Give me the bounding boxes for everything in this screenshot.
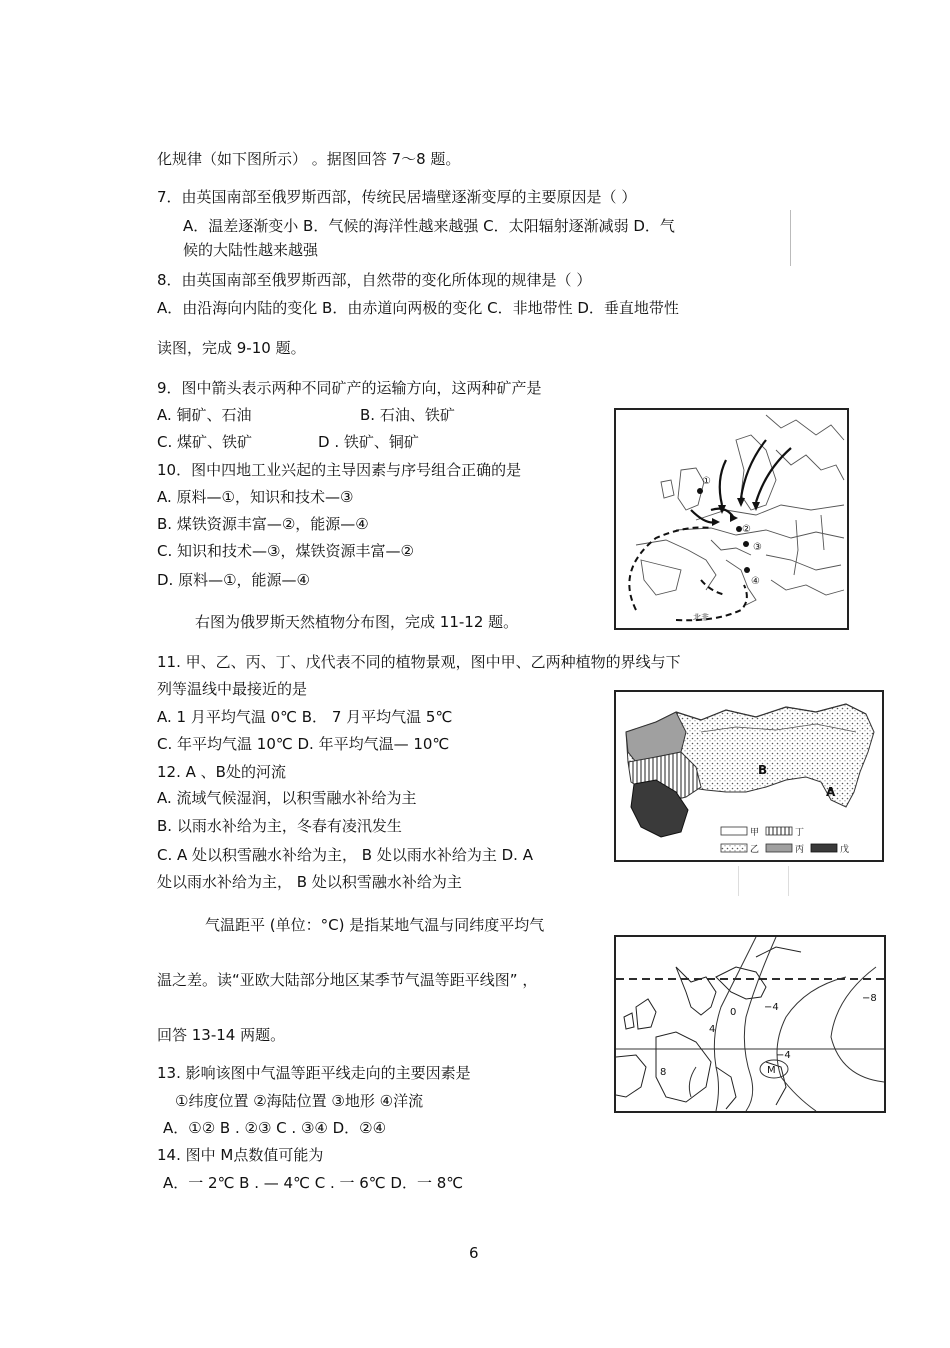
intro-q9-10: 读图，完成 9-10 题。 (157, 339, 306, 357)
intro-q11-12: 右图为俄罗斯天然植物分布图，完成 11-12 题。 (195, 613, 519, 631)
q9-option-c: C. 煤矿、铁矿 (157, 433, 253, 451)
q8-stem: 8．由英国南部至俄罗斯西部，自然带的变化所体现的规律是（ ） (157, 271, 592, 289)
divider-line (788, 866, 789, 896)
isoline-label-neg4-b: −4 (776, 1050, 791, 1061)
q14-options: A．一 2℃ B . — 4℃ C . 一 6℃ D．一 8℃ (163, 1174, 464, 1192)
q13-factors: ①纬度位置 ②海陆位置 ③地形 ④洋流 (175, 1092, 424, 1110)
divider-line (738, 866, 739, 896)
legend-wu: 戊 (840, 845, 850, 855)
q9-stem: 9．图中箭头表示两种不同矿产的运输方向，这两种矿产是 (157, 379, 542, 397)
legend-ding: 丁 (795, 828, 805, 838)
q10-option-b: B. 煤铁资源丰富—②，能源—④ (157, 515, 369, 533)
marker-3: ③ (753, 542, 762, 553)
legend-wu-swatch (811, 844, 837, 852)
isoline-label-8: 8 (660, 1067, 667, 1078)
q7-stem: 7．由英国南部至俄罗斯西部，传统民居墙壁逐渐变厚的主要原因是（ ） (157, 188, 637, 206)
europe-map-graphic (616, 410, 847, 628)
q10-stem: 10．图中四地工业兴起的主导因素与序号组合正确的是 (157, 461, 522, 479)
intro-q13-14-line2: 温之差。读“亚欧大陆部分地区某季节气温等距平线图” ， (157, 971, 538, 989)
intro-q7-8: 化规律（如下图所示） 。据图回答 7～8 题。 (157, 150, 461, 168)
q12-option-c: C. A 处以积雪融水补给为主， B 处以雨水补给为主 D. A (157, 846, 533, 864)
russia-map-graphic (616, 692, 882, 860)
q8-options: A．由沿海向内陆的变化 B．由赤道向两极的变化 C．非地带性 D．垂直地带性 (157, 299, 679, 317)
isoline-label-4: 4 (709, 1024, 716, 1035)
q7-options-line1: A．温差逐渐变小 B．气候的海洋性越来越强 C．太阳辐射逐渐减弱 D．气 (183, 217, 675, 235)
marker-2: ② (742, 524, 751, 535)
q10-option-a: A. 原料—①，知识和技术—③ (157, 488, 354, 506)
page-number: 6 (469, 1244, 479, 1262)
legend-yi-swatch (721, 844, 747, 852)
legend-bing-swatch (766, 844, 792, 852)
legend-yi: 乙 (750, 845, 760, 855)
label-north-africa: 北非 (693, 613, 709, 622)
q7-options-line2: 候的大陆性越来越强 (183, 241, 319, 259)
q11-options-ab: A. 1 月平均气温 0℃ B． 7 月平均气温 5℃ (157, 708, 453, 726)
europe-industry-map (614, 408, 849, 630)
intro-q13-14-line3: 回答 13-14 两题。 (157, 1026, 286, 1044)
q11-stem-line2: 列等温线中最接近的是 (157, 680, 308, 698)
intro-q13-14-line1: 气温距平 (单位：°C) 是指某地气温与同纬度平均气 (205, 916, 545, 934)
label-a: A (826, 785, 836, 799)
q13-stem: 13. 影响该图中气温等距平线走向的主要因素是 (157, 1064, 471, 1082)
label-b: B (758, 763, 768, 777)
legend-bing: 丙 (795, 845, 805, 855)
q10-option-d: D. 原料—①，能源—④ (157, 571, 310, 589)
isoline-label-neg4-a: −4 (764, 1002, 779, 1013)
q10-option-c: C. 知识和技术—③，煤铁资源丰富—② (157, 542, 414, 560)
q9-option-b: B. 石油、铁矿 (360, 406, 455, 424)
q9-option-a: A. 铜矿、石油 (157, 406, 252, 424)
q12-stem: 12. A 、B处的河流 (157, 763, 286, 781)
legend-jia: 甲 (750, 828, 760, 838)
russia-vegetation-map (614, 690, 884, 862)
divider-line (790, 210, 791, 266)
q12-option-b: B. 以雨水补给为主，冬春有凌汛发生 (157, 817, 402, 835)
q13-options: A．①② B . ②③ C . ③④ D．②④ (163, 1119, 387, 1137)
q12-option-d-cont: 处以雨水补给为主， B 处以积雪融水补给为主 (157, 873, 462, 891)
marker-4: ④ (751, 576, 760, 587)
q9-option-d: D . 铁矿、铜矿 (318, 433, 419, 451)
legend-ding-swatch (766, 827, 792, 835)
legend-jia-swatch (721, 827, 747, 835)
isoline-map-graphic (616, 937, 884, 1111)
q11-options-cd: C. 年平均气温 10℃ D. 年平均气温— 10℃ (157, 735, 450, 753)
isoline-label-neg8: −8 (862, 993, 877, 1004)
temperature-anomaly-map (614, 935, 886, 1113)
q12-option-a: A. 流域气候湿润，以积雪融水补给为主 (157, 789, 417, 807)
marker-1: ① (702, 476, 711, 487)
q14-stem: 14. 图中 M点数值可能为 (157, 1146, 324, 1164)
q11-stem-line1: 11. 甲、乙、丙、丁、戊代表不同的植物景观，图中甲、乙两种植物的界线与下 (157, 653, 681, 671)
isoline-label-m: M (767, 1065, 776, 1076)
isoline-label-0: 0 (730, 1007, 737, 1018)
